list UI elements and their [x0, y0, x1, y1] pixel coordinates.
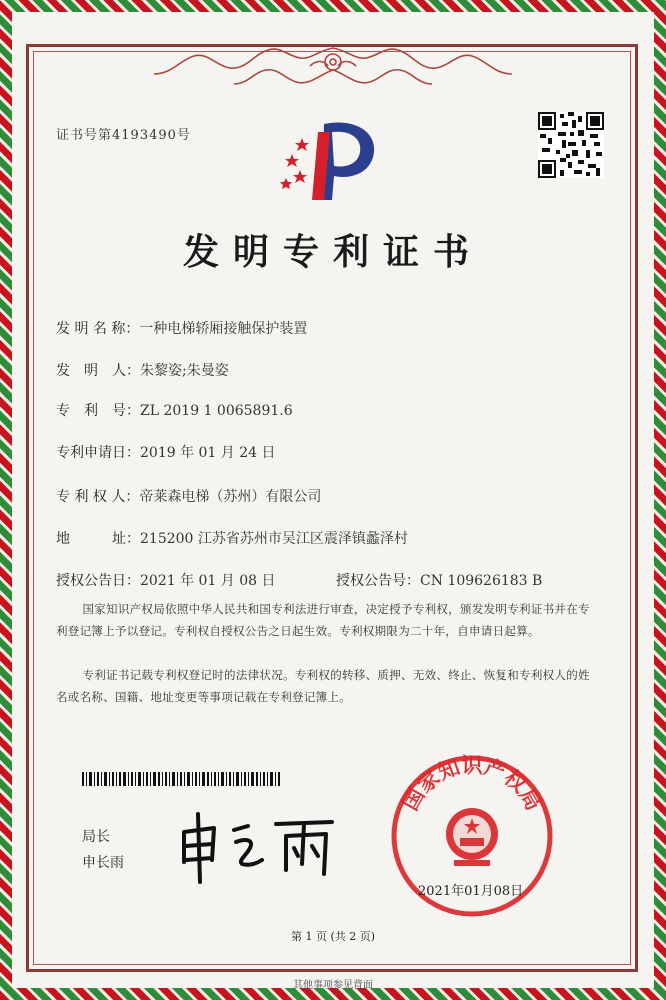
field-label: 发 明 人： — [56, 363, 140, 379]
field-value: ZL 2019 1 0065891.6 — [140, 403, 293, 419]
field-value: 帝莱森电梯（苏州）有限公司 — [139, 489, 322, 505]
grant-date — [56, 570, 276, 590]
field-application-date — [56, 442, 276, 462]
paragraph-grant-statement: 国家知识产权局依照中华人民共和国专利法进行审查，决定授予专利权，颁发发明专利证书并在专利登记簿上予以登记。专利权自授权公告之日起生效。专利权期限为二十年，自申请日起算。 — [56, 602, 590, 638]
grant-date-label: 授权公告日： — [56, 573, 140, 589]
cnipa-logo-icon — [272, 112, 384, 202]
field-value: 215200 江苏省苏州市吴江区震泽镇蠡泽村 — [140, 531, 408, 547]
handwritten-signature-icon — [176, 804, 346, 888]
ornament-flourish-icon — [150, 40, 516, 96]
field-value: 2019 年 01 月 24 日 — [140, 445, 276, 461]
field-value: 一种电梯轿厢接触保护装置 — [139, 321, 308, 337]
field-value: 朱黎姿;朱曼姿 — [140, 363, 229, 379]
certificate-number: 证书号第4193490号 — [56, 128, 191, 143]
field-patent-number — [56, 400, 293, 420]
field-patentee — [56, 486, 321, 506]
field-inventor — [56, 360, 229, 380]
signatory-title: 局长 — [82, 829, 110, 845]
page-number: 第 1 页 (共 2 页) — [290, 930, 376, 943]
signatory-name: 申长雨 — [82, 855, 124, 871]
field-address — [56, 528, 408, 548]
field-label: 发 明 名 称： — [56, 321, 140, 337]
grant-pub-value: CN 109626183 B — [420, 573, 543, 589]
seal-date: 2021年01月08日 — [418, 884, 524, 899]
field-invention-name — [56, 318, 307, 338]
svg-text:国家知识产权局: 国家知识产权局 — [397, 752, 547, 815]
grant-publication-number — [336, 570, 542, 590]
certificate-title: 发明专利证书 — [182, 231, 483, 273]
paragraph-legal-status: 专利证书记载专利权登记时的法律状况。专利权的转移、质押、无效、终止、恢复和专利权人的姓名或名称、国籍、地址变更等事项记载在专利登记簿上。 — [56, 668, 590, 704]
grant-date-value: 2021 年 01 月 08 日 — [140, 573, 276, 589]
field-label: 专利申请日： — [56, 445, 140, 461]
grant-pub-label: 授权公告号： — [336, 573, 420, 589]
field-label: 地 址： — [56, 531, 140, 547]
bottom-note: 其他事项参见背面 — [293, 980, 373, 991]
qr-code-icon — [538, 112, 604, 178]
field-label: 专 利 号： — [56, 403, 140, 419]
barcode-icon — [82, 772, 282, 786]
field-label: 专 利 权 人： — [56, 489, 140, 505]
